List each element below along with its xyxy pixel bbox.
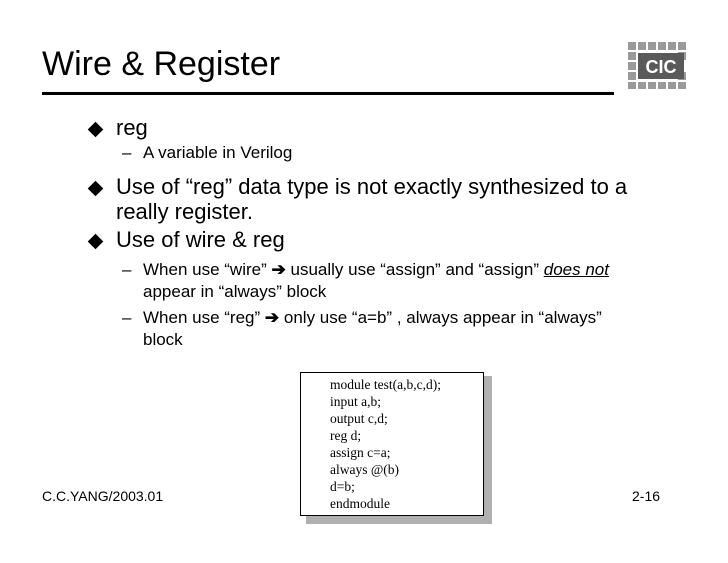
code-line: assign c=a; xyxy=(330,445,391,460)
diamond-bullet-icon xyxy=(88,234,104,250)
page-number: 2-16 xyxy=(632,488,661,504)
slide-title: Wire & Register xyxy=(42,45,281,83)
sub-reg-line2: block xyxy=(143,330,183,349)
footer-author-date: C.C.YANG/2003.01 xyxy=(42,488,164,504)
code-box xyxy=(300,372,484,516)
sub-wire-a: When use “wire” xyxy=(143,260,267,279)
dash-icon: – xyxy=(122,143,132,162)
dash-icon: – xyxy=(122,260,132,279)
code-line: output c,d; xyxy=(330,411,388,426)
diamond-bullet-icon xyxy=(88,122,104,138)
sub-wire-b: usually use “assign” and “assign” xyxy=(290,260,539,279)
sub-reg-a: When use “reg” xyxy=(143,308,261,327)
sub-wire-line2: appear in “always” block xyxy=(143,282,327,301)
sub-variable: A variable in Verilog xyxy=(143,143,293,162)
code-line: always @(b) xyxy=(330,462,400,477)
code-line: d=b; xyxy=(330,479,355,494)
logo-text: CIC xyxy=(645,57,677,77)
code-line: module test(a,b,c,d); xyxy=(330,377,441,392)
bullet-wire-reg: Use of wire & reg xyxy=(116,227,285,252)
diamond-bullet-icon xyxy=(88,181,104,197)
bullet-reg-type-line1: Use of “reg” data type is not exactly synthesized to a xyxy=(116,174,628,199)
code-line: endmodule xyxy=(330,496,390,511)
code-line: input a,b; xyxy=(330,394,381,409)
cic-logo-icon xyxy=(626,40,688,90)
bullet-reg-type-line2: really register. xyxy=(116,199,253,224)
arrow-right-icon: ➔ xyxy=(264,308,280,327)
sub-reg-b: only use “a=b” , always appear in “always” xyxy=(283,308,602,327)
arrow-right-icon: ➔ xyxy=(271,260,286,279)
sub-reg-line1 xyxy=(143,306,602,329)
dash-icon: – xyxy=(122,308,132,327)
sub-wire-emph: does not xyxy=(543,260,609,279)
title-rule xyxy=(42,92,614,95)
code-line: reg d; xyxy=(330,428,362,443)
sub-wire-line1 xyxy=(143,258,609,281)
bullet-reg: reg xyxy=(116,115,148,140)
